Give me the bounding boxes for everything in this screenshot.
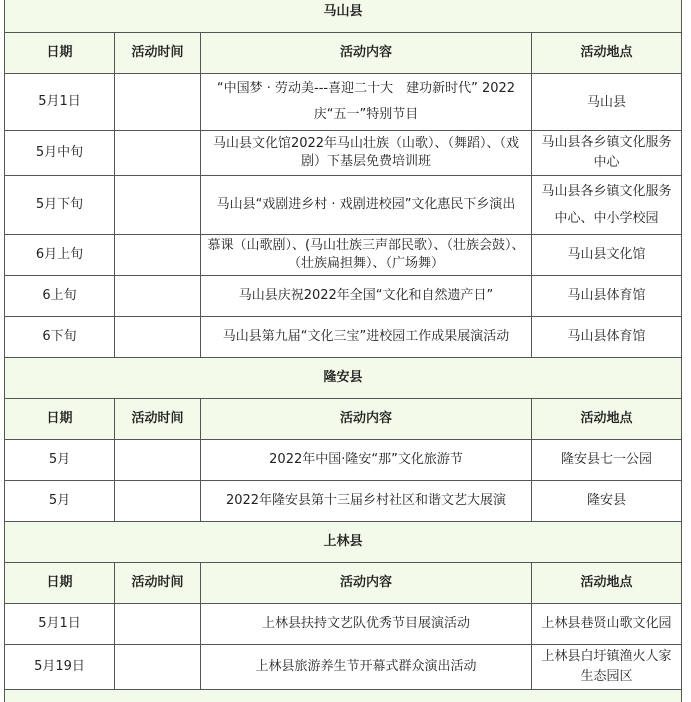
cell-location: 隆安县 xyxy=(532,481,682,522)
cell-date: 5月 xyxy=(5,481,115,522)
column-header-date: 日期 xyxy=(5,399,115,440)
table-row xyxy=(5,440,682,481)
cell-location: 马山县文化馆 xyxy=(532,235,682,276)
column-header-content: 活动内容 xyxy=(201,563,532,604)
county-name: 马山县 xyxy=(5,0,682,33)
table-row xyxy=(5,131,682,176)
column-header-time: 活动时间 xyxy=(115,563,201,604)
continuation-cell xyxy=(5,690,682,702)
column-header-content: 活动内容 xyxy=(201,33,532,74)
column-header-time: 活动时间 xyxy=(115,33,201,74)
cell-date: 5月 xyxy=(5,440,115,481)
county-header-row xyxy=(5,522,682,563)
table-continuation xyxy=(5,690,682,702)
column-header-row xyxy=(5,563,682,604)
cell-content: 2022年中国·隆安“那”文化旅游节 xyxy=(201,440,532,481)
table-row xyxy=(5,74,682,131)
county-name: 上林县 xyxy=(5,522,682,563)
column-header-row xyxy=(5,399,682,440)
table-row xyxy=(5,317,682,358)
cell-content: 2022年隆安县第十三届乡村社区和谐文艺大展演 xyxy=(201,481,532,522)
county-header-row xyxy=(5,358,682,399)
cell-content: 慕课（山歌剧）、(马山壮族三声部民歌）、（壮族会鼓）、（壮族扁担舞）、（广场舞） xyxy=(201,235,532,276)
cell-location: 上林县白圩镇渔火人家生态园区 xyxy=(532,645,682,690)
cell-date: 5月1日 xyxy=(5,74,115,131)
cell-time xyxy=(115,645,201,690)
cell-time xyxy=(115,235,201,276)
cell-content: 马山县文化馆2022年马山壮族（山歌）、（舞蹈）、（戏剧）下基层免费培训班 xyxy=(201,131,532,176)
column-header-row xyxy=(5,33,682,74)
column-header-date: 日期 xyxy=(5,33,115,74)
cell-location: 马山县 xyxy=(532,74,682,131)
cell-date: 5月中旬 xyxy=(5,131,115,176)
column-header-content: 活动内容 xyxy=(201,399,532,440)
column-header-time: 活动时间 xyxy=(115,399,201,440)
cell-date: 5月19日 xyxy=(5,645,115,690)
cell-time xyxy=(115,74,201,131)
table-row xyxy=(5,176,682,235)
cell-date: 6月上旬 xyxy=(5,235,115,276)
cell-content: 上林县旅游养生节开幕式群众演出活动 xyxy=(201,645,532,690)
column-header-location: 活动地点 xyxy=(532,33,682,74)
cell-content: “中国梦 · 劳动美---喜迎二十大 建功新时代” 2022庆“五一”特别节目 xyxy=(201,74,532,131)
table-row xyxy=(5,645,682,690)
cell-time xyxy=(115,604,201,645)
cell-time xyxy=(115,276,201,317)
cell-time xyxy=(115,131,201,176)
cell-content: 马山县第九届“文化三宝”进校园工作成果展演活动 xyxy=(201,317,532,358)
cell-location: 隆安县七一公园 xyxy=(532,440,682,481)
cell-location: 马山县各乡镇文化服务中心、中小学校园 xyxy=(532,176,682,235)
cell-date: 5月1日 xyxy=(5,604,115,645)
cell-time xyxy=(115,317,201,358)
cell-content: 上林县扶持文艺队优秀节目展演活动 xyxy=(201,604,532,645)
cell-location: 马山县各乡镇文化服务中心 xyxy=(532,131,682,176)
events-table-body xyxy=(5,0,682,702)
cell-date: 6下旬 xyxy=(5,317,115,358)
column-header-location: 活动地点 xyxy=(532,399,682,440)
cell-content: 马山县庆祝2022年全国“文化和自然遗产日” xyxy=(201,276,532,317)
table-row xyxy=(5,235,682,276)
cell-time xyxy=(115,176,201,235)
column-header-location: 活动地点 xyxy=(532,563,682,604)
cell-content: 马山县“戏剧进乡村 · 戏剧进校园”文化惠民下乡演出 xyxy=(201,176,532,235)
cell-date: 5月下旬 xyxy=(5,176,115,235)
county-name: 隆安县 xyxy=(5,358,682,399)
cell-location: 上林县巷贤山歌文化园 xyxy=(532,604,682,645)
column-header-date: 日期 xyxy=(5,563,115,604)
table-row xyxy=(5,481,682,522)
cell-location: 马山县体育馆 xyxy=(532,276,682,317)
cell-time xyxy=(115,440,201,481)
county-header-row xyxy=(5,0,682,33)
events-table xyxy=(4,0,682,702)
table-row xyxy=(5,604,682,645)
cell-time xyxy=(115,481,201,522)
table-row xyxy=(5,276,682,317)
cell-location: 马山县体育馆 xyxy=(532,317,682,358)
cell-date: 6上旬 xyxy=(5,276,115,317)
